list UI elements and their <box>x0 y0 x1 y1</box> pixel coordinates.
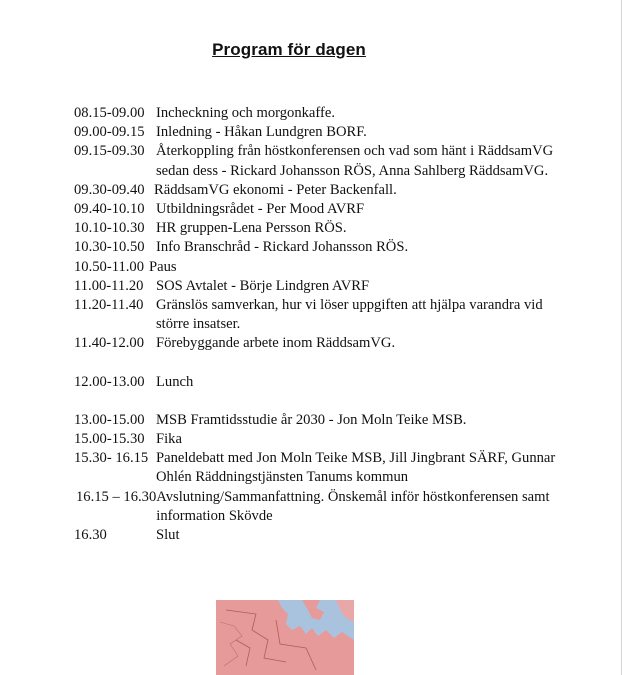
schedule-time: 10.10-10.30 <box>74 220 145 237</box>
schedule-time: 16.15 – 16.30 <box>76 488 157 505</box>
schedule-text: Förebyggande arbete inom RäddsamVG. <box>156 335 396 352</box>
schedule-row <box>74 334 564 353</box>
schedule-time: 11.40-12.00 <box>74 335 144 352</box>
schedule-row <box>74 142 564 180</box>
schedule-text: Gränslös samverkan, hur vi löser uppgiften att hjälpa varandra vid större insatser. <box>156 297 543 333</box>
schedule-text: HR gruppen-Lena Persson RÖS. <box>156 220 347 237</box>
schedule-text: Fika <box>156 431 182 448</box>
schedule-list <box>74 104 564 545</box>
schedule-row <box>74 277 564 296</box>
schedule-text: Slut <box>156 527 180 544</box>
schedule-time: 09.15-09.30 <box>74 143 145 160</box>
schedule-text: MSB Framtidsstudie år 2030 - Jon Moln Teike MSB. <box>156 411 467 428</box>
schedule-row <box>74 104 564 123</box>
schedule-time: 16.30 <box>74 527 107 544</box>
schedule-time: 09.30-09.40 <box>74 181 145 198</box>
schedule-text: Lunch <box>156 373 194 390</box>
schedule-row <box>74 219 564 238</box>
schedule-time: 15.30- 16.15 <box>74 450 149 467</box>
schedule-row <box>74 123 564 142</box>
schedule-text: SOS Avtalet - Börje Lindgren AVRF <box>156 277 370 294</box>
schedule-time: 13.00-15.00 <box>74 411 145 428</box>
schedule-row <box>74 430 564 449</box>
schedule-text: Incheckning och morgonkaffe. <box>156 105 335 121</box>
schedule-time: 15.00-15.30 <box>74 431 145 448</box>
page-title: Program för dagen <box>212 40 366 59</box>
schedule-row <box>74 373 564 392</box>
schedule-time: 12.00-13.00 <box>74 373 145 390</box>
schedule-row <box>74 200 564 219</box>
schedule-row <box>74 488 564 526</box>
schedule-row <box>74 238 564 257</box>
schedule-text: RäddsamVG ekonomi - Peter Backenfall. <box>154 181 397 198</box>
schedule-time: 11.00-11.20 <box>74 277 144 294</box>
region-map-icon <box>216 600 354 675</box>
schedule-time: 10.50-11.00 <box>74 258 144 275</box>
schedule-text: Inledning - Håkan Lundgren BORF. <box>156 124 367 141</box>
schedule-text: Utbildningsrådet - Per Mood AVRF <box>156 201 365 218</box>
schedule-time: 09.40-10.10 <box>74 201 145 218</box>
schedule-time: 11.20-11.40 <box>74 297 144 314</box>
schedule-time: 09.00-09.15 <box>74 124 145 141</box>
schedule-text: Återkoppling från höstkonferensen och vad som hänt i RäddsamVG sedan dess - Rickard Johansson RÖS, Anna Sahlberg RäddsamVG. <box>156 143 554 179</box>
schedule-row <box>74 181 564 200</box>
schedule-text: Paus <box>149 258 177 275</box>
schedule-row <box>74 296 564 334</box>
schedule-text: Avslutning/Sammanfattning. Önskemål inför höstkonferensen samt information Skövde <box>156 488 550 524</box>
schedule-row <box>74 449 564 487</box>
schedule-text: Paneldebatt med Jon Moln Teike MSB, Jill Jingbrant SÄRF, Gunnar Ohlén Räddningstjänsten Tanums kommun <box>156 450 556 486</box>
schedule-row <box>74 411 564 430</box>
schedule-time: 10.30-10.50 <box>74 239 145 256</box>
schedule-text: Info Branschråd - Rickard Johansson RÖS. <box>156 239 409 256</box>
schedule-row <box>74 258 564 277</box>
schedule-row <box>74 526 564 545</box>
schedule-time: 08.15-09.00 <box>74 105 145 121</box>
region-map-image <box>216 600 354 675</box>
